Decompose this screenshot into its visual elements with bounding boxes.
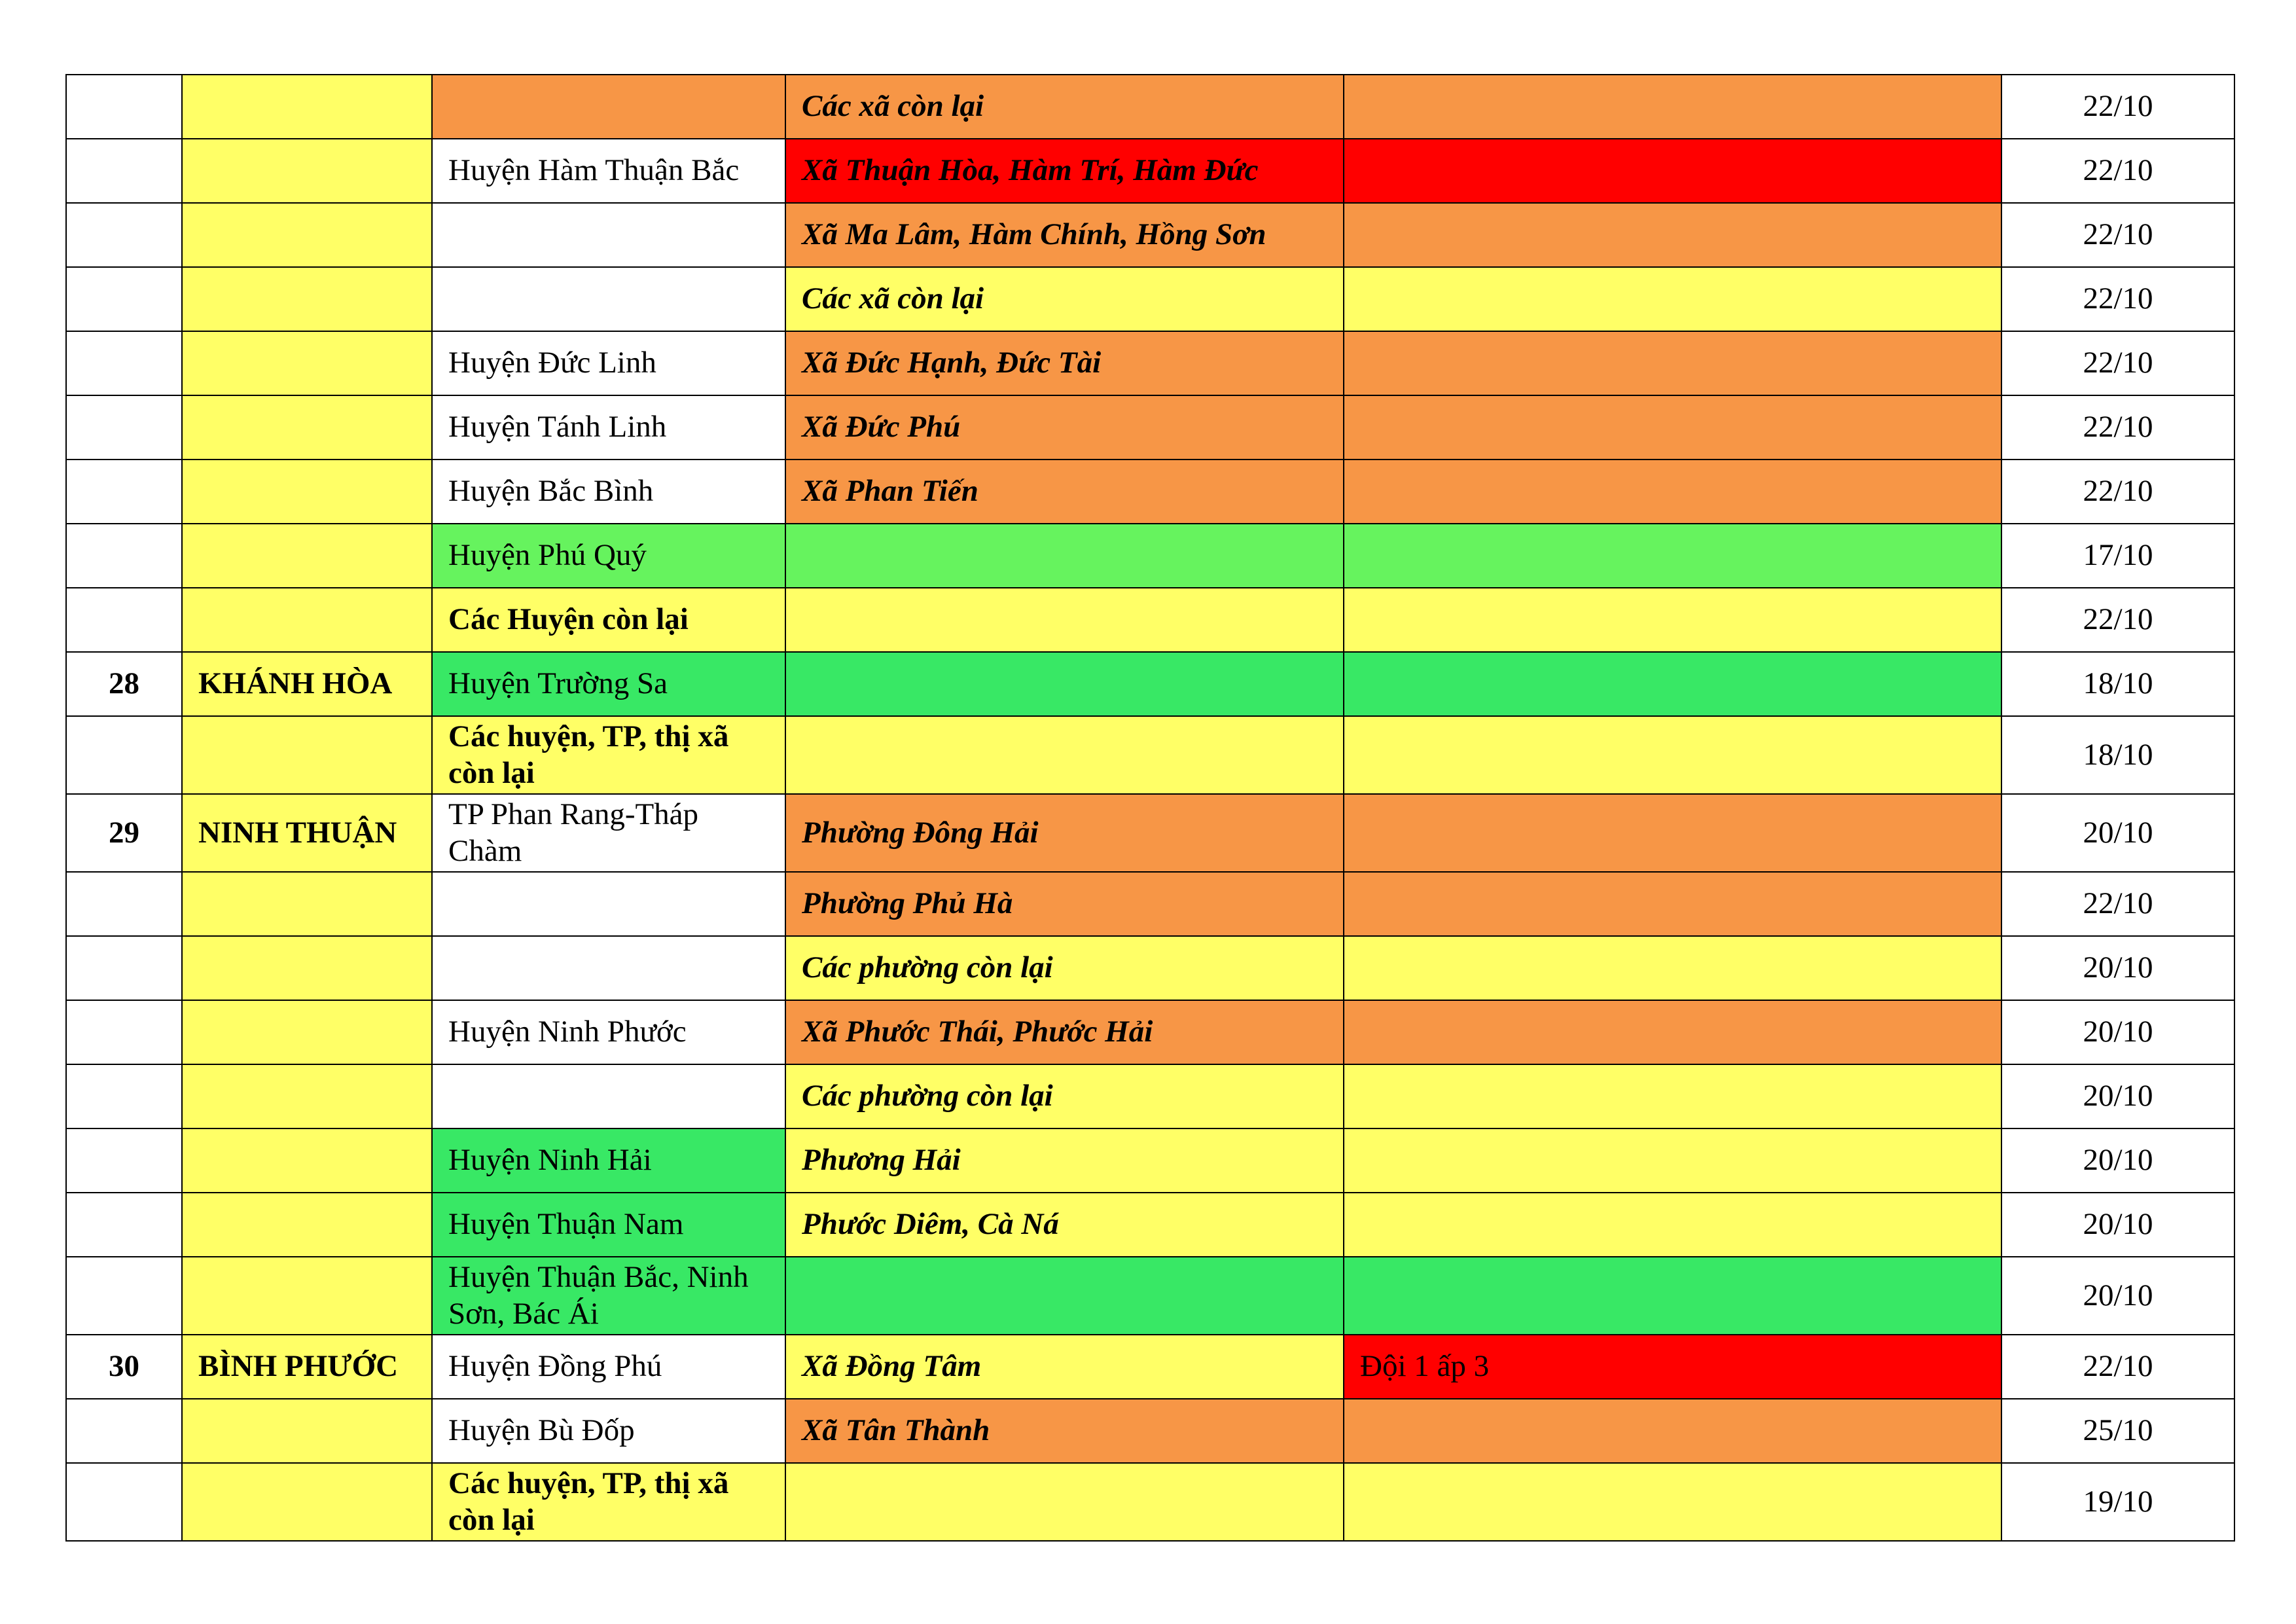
district-cell: Huyện Ninh Phước: [432, 1000, 785, 1064]
area-cell: [1344, 872, 2001, 936]
area-cell: [1344, 524, 2001, 588]
commune-cell: Xã Tân Thành: [785, 1399, 1344, 1463]
area-cell: [1344, 794, 2001, 872]
row-number: [66, 331, 182, 395]
table-row: [66, 652, 2234, 716]
province-cell: [182, 936, 432, 1000]
district-cell: Huyện Bắc Bình: [432, 460, 785, 524]
commune-cell: [785, 1463, 1344, 1541]
table-row: [66, 1335, 2234, 1399]
row-number: 30: [66, 1335, 182, 1399]
province-cell: [182, 1463, 432, 1541]
commune-cell: [785, 588, 1344, 652]
province-cell: [182, 331, 432, 395]
district-cell: [432, 936, 785, 1000]
district-cell: Các Huyện còn lại: [432, 588, 785, 652]
row-number: [66, 75, 182, 139]
row-number: [66, 1257, 182, 1335]
province-cell: [182, 716, 432, 794]
area-cell: [1344, 1193, 2001, 1257]
district-cell: Huyện Trường Sa: [432, 652, 785, 716]
district-cell: Huyện Đức Linh: [432, 331, 785, 395]
commune-cell: [785, 1257, 1344, 1335]
province-cell: [182, 139, 432, 203]
area-cell: [1344, 267, 2001, 331]
area-cell: [1344, 139, 2001, 203]
date-cell: 22/10: [2001, 139, 2234, 203]
date-cell: 17/10: [2001, 524, 2234, 588]
date-cell: 18/10: [2001, 716, 2234, 794]
area-cell: Đội 1 ấp 3: [1344, 1335, 2001, 1399]
date-cell: 22/10: [2001, 872, 2234, 936]
commune-cell: Phương Hải: [785, 1128, 1344, 1193]
area-cell: [1344, 203, 2001, 267]
area-cell: [1344, 1128, 2001, 1193]
table-row: [66, 1000, 2234, 1064]
commune-cell: Các xã còn lại: [785, 267, 1344, 331]
date-cell: 22/10: [2001, 267, 2234, 331]
area-cell: [1344, 460, 2001, 524]
table-row: [66, 524, 2234, 588]
area-cell: [1344, 1064, 2001, 1128]
table-row: [66, 1463, 2234, 1541]
province-cell: [182, 395, 432, 460]
table-row: [66, 1399, 2234, 1463]
row-number: [66, 203, 182, 267]
province-cell: [182, 872, 432, 936]
table-row: [66, 331, 2234, 395]
area-cell: [1344, 331, 2001, 395]
date-cell: 22/10: [2001, 1335, 2234, 1399]
commune-cell: [785, 652, 1344, 716]
commune-cell: Xã Đồng Tâm: [785, 1335, 1344, 1399]
row-number: 28: [66, 652, 182, 716]
district-cell: [432, 75, 785, 139]
date-cell: 22/10: [2001, 75, 2234, 139]
table-row: [66, 267, 2234, 331]
row-number: [66, 1193, 182, 1257]
row-number: [66, 1399, 182, 1463]
commune-cell: Các phường còn lại: [785, 1064, 1344, 1128]
commune-cell: [785, 524, 1344, 588]
row-number: [66, 395, 182, 460]
district-cell: Huyện Bù Đốp: [432, 1399, 785, 1463]
date-cell: 20/10: [2001, 1000, 2234, 1064]
table-row: [66, 395, 2234, 460]
area-cell: [1344, 652, 2001, 716]
row-number: [66, 1064, 182, 1128]
province-cell: [182, 1399, 432, 1463]
commune-cell: Các xã còn lại: [785, 75, 1344, 139]
row-number: [66, 1000, 182, 1064]
province-cell: KHÁNH HÒA: [182, 652, 432, 716]
row-number: [66, 139, 182, 203]
province-cell: [182, 460, 432, 524]
area-cell: [1344, 1000, 2001, 1064]
table-row: [66, 588, 2234, 652]
table-row: [66, 203, 2234, 267]
province-cell: [182, 75, 432, 139]
table-row: [66, 75, 2234, 139]
area-cell: [1344, 75, 2001, 139]
district-cell: Huyện Ninh Hải: [432, 1128, 785, 1193]
table-row: [66, 139, 2234, 203]
province-cell: [182, 267, 432, 331]
district-cell: [432, 1064, 785, 1128]
province-cell: [182, 1064, 432, 1128]
province-cell: [182, 1128, 432, 1193]
commune-cell: Xã Đức Phú: [785, 395, 1344, 460]
row-number: [66, 716, 182, 794]
province-cell: [182, 588, 432, 652]
table-row: [66, 1064, 2234, 1128]
commune-cell: Xã Đức Hạnh, Đức Tài: [785, 331, 1344, 395]
date-cell: 22/10: [2001, 395, 2234, 460]
commune-cell: [785, 716, 1344, 794]
date-cell: 20/10: [2001, 1257, 2234, 1335]
district-cell: Huyện Thuận Bắc, Ninh Sơn, Bác Ái: [432, 1257, 785, 1335]
row-number: [66, 1128, 182, 1193]
commune-cell: Xã Thuận Hòa, Hàm Trí, Hàm Đức: [785, 139, 1344, 203]
table-row: [66, 1193, 2234, 1257]
commune-cell: Xã Ma Lâm, Hàm Chính, Hồng Sơn: [785, 203, 1344, 267]
province-cell: [182, 1257, 432, 1335]
area-cell: [1344, 395, 2001, 460]
commune-cell: Phường Đông Hải: [785, 794, 1344, 872]
area-cell: [1344, 1399, 2001, 1463]
province-cell: NINH THUẬN: [182, 794, 432, 872]
district-cell: Huyện Tánh Linh: [432, 395, 785, 460]
district-cell: Các huyện, TP, thị xã còn lại: [432, 716, 785, 794]
row-number: [66, 267, 182, 331]
zone-table: [65, 74, 2235, 1542]
district-cell: [432, 203, 785, 267]
district-cell: Huyện Phú Quý: [432, 524, 785, 588]
date-cell: 20/10: [2001, 936, 2234, 1000]
area-cell: [1344, 716, 2001, 794]
commune-cell: Phước Diêm, Cà Ná: [785, 1193, 1344, 1257]
district-cell: TP Phan Rang-Tháp Chàm: [432, 794, 785, 872]
table-row: [66, 794, 2234, 872]
row-number: [66, 936, 182, 1000]
commune-cell: Phường Phủ Hà: [785, 872, 1344, 936]
date-cell: 22/10: [2001, 460, 2234, 524]
row-number: [66, 1463, 182, 1541]
province-cell: [182, 524, 432, 588]
date-cell: 20/10: [2001, 794, 2234, 872]
row-number: 29: [66, 794, 182, 872]
area-cell: [1344, 1257, 2001, 1335]
province-cell: BÌNH PHƯỚC: [182, 1335, 432, 1399]
table-row: [66, 872, 2234, 936]
area-cell: [1344, 936, 2001, 1000]
date-cell: 20/10: [2001, 1128, 2234, 1193]
province-cell: [182, 1000, 432, 1064]
province-cell: [182, 203, 432, 267]
table-row: [66, 716, 2234, 794]
row-number: [66, 588, 182, 652]
area-cell: [1344, 588, 2001, 652]
table-row: [66, 460, 2234, 524]
table-row: [66, 1257, 2234, 1335]
date-cell: 25/10: [2001, 1399, 2234, 1463]
province-cell: [182, 1193, 432, 1257]
date-cell: 22/10: [2001, 203, 2234, 267]
row-number: [66, 460, 182, 524]
date-cell: 22/10: [2001, 588, 2234, 652]
date-cell: 20/10: [2001, 1064, 2234, 1128]
commune-cell: Xã Phước Thái, Phước Hải: [785, 1000, 1344, 1064]
district-cell: [432, 267, 785, 331]
table-row: [66, 1128, 2234, 1193]
row-number: [66, 872, 182, 936]
date-cell: 20/10: [2001, 1193, 2234, 1257]
date-cell: 22/10: [2001, 331, 2234, 395]
district-cell: Các huyện, TP, thị xã còn lại: [432, 1463, 785, 1541]
district-cell: [432, 872, 785, 936]
district-cell: Huyện Đồng Phú: [432, 1335, 785, 1399]
district-cell: Huyện Thuận Nam: [432, 1193, 785, 1257]
row-number: [66, 524, 182, 588]
district-cell: Huyện Hàm Thuận Bắc: [432, 139, 785, 203]
commune-cell: Các phường còn lại: [785, 936, 1344, 1000]
zone-table-body: [66, 75, 2234, 1541]
date-cell: 18/10: [2001, 652, 2234, 716]
area-cell: [1344, 1463, 2001, 1541]
commune-cell: Xã Phan Tiến: [785, 460, 1344, 524]
table-row: [66, 936, 2234, 1000]
date-cell: 19/10: [2001, 1463, 2234, 1541]
